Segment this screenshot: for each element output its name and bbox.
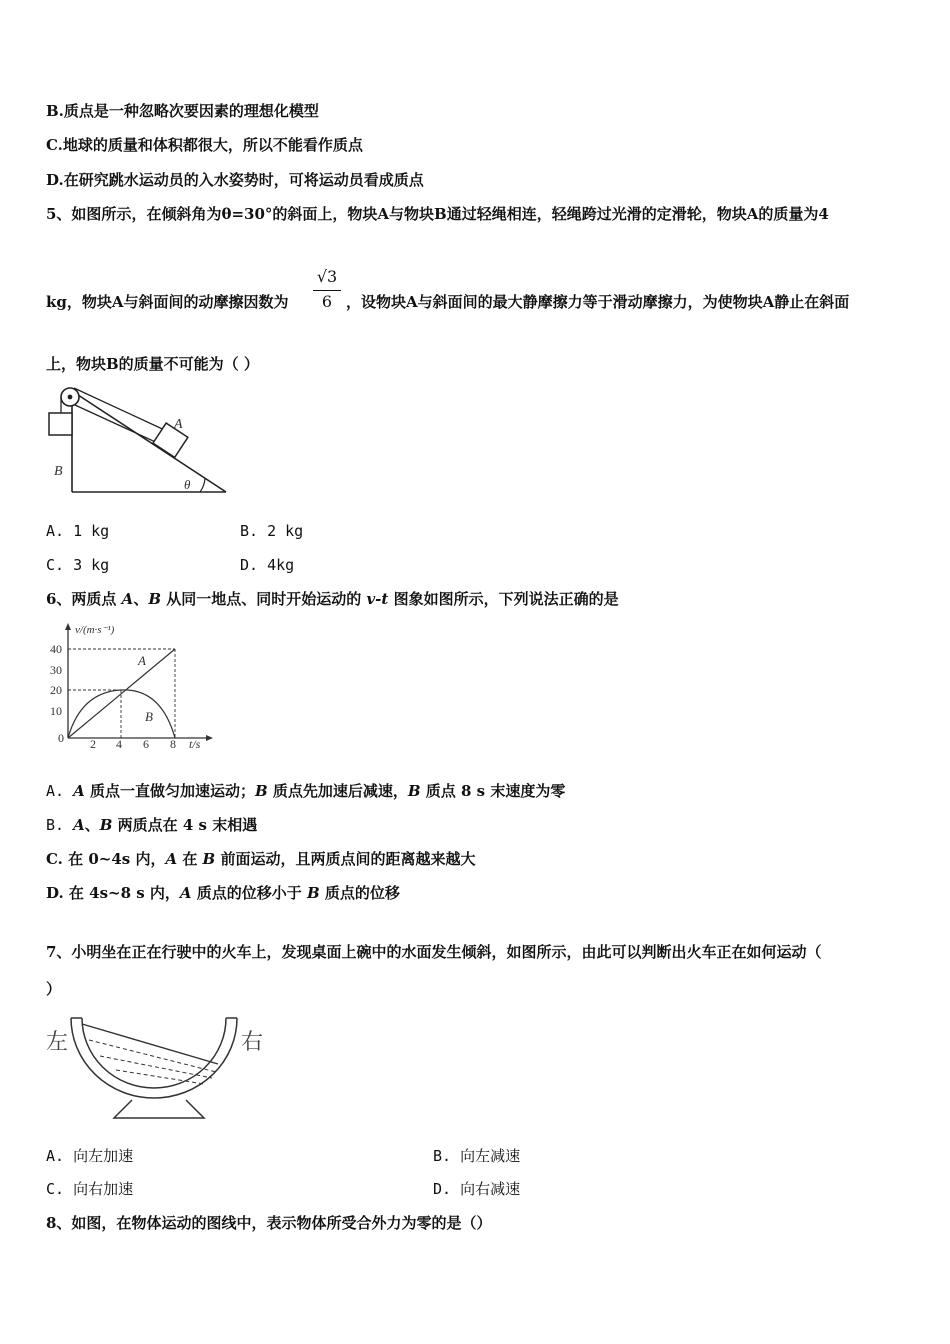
q7-stem-line2: ） [46,980,62,998]
fraction-numerator: √3 [316,267,338,286]
q4-option-b: B.质点是一种忽略次要因素的理想化模型 [46,102,319,120]
block-a [153,423,188,457]
q5-option-a: A. 1 kg [46,522,110,540]
x-tick-2: 2 [90,737,96,751]
q4-option-d: D.在研究跳水运动员的入水姿势时，可将运动员看成质点 [46,171,424,189]
q6-option-d: D. 在 4s~8 s 内，A 质点的位移小于 B 质点的位移 [46,884,400,902]
q4-option-c: C.地球的质量和体积都很大，所以不能看作质点 [46,136,363,154]
series-a-label: A [138,653,146,668]
right-label: 右 [241,1030,264,1055]
series-b-label: B [145,709,153,724]
incline-pulley-figure [44,383,234,498]
q8-stem: 8、如图，在物体运动的图线中，表示物体所受合外力为零的是（） [46,1214,492,1232]
y-tick-10: 10 [50,704,62,718]
q6-option-c: C. 在 0~4s 内，A 在 B 前面运动，且两质点间的距离越来越大 [46,850,476,868]
block-b-label: B [54,464,63,479]
y-axis-label: v/(m·s⁻¹) [75,624,115,636]
x-tick-4: 4 [116,737,122,751]
q5-stem-line1: 5、如图所示，在倾斜角为θ=30°的斜面上，物块A与物块B通过轻绳相连，轻绳跨过光滑的定滑轮，物块A的质量为4 [46,205,829,223]
series-a-line [68,649,175,738]
q5-stem-line2a: kg，物块A与斜面间的动摩擦因数为 [46,293,289,311]
q7-stem-line1: 7、小明坐在正在行驶中的火车上，发现桌面上碗中的水面发生倾斜，如图所示，由此可以判断出火车正在如何运动（ [46,943,822,961]
q6-option-a: A. A 质点一直做匀加速运动；B 质点先加速后减速，B 质点 8 s 末速度为零 [46,782,566,800]
q7-option-a: A. 向左加速 [46,1147,134,1165]
q5-option-b: B. 2 kg [240,522,304,540]
y-tick-40: 40 [50,642,62,656]
q5-stem-line3: 上，物块B的质量不可能为（ ） [46,355,259,373]
tilted-water-bowl-figure [44,1012,274,1122]
block-b [49,413,72,435]
x-axis-label: t/s [189,737,201,751]
x-tick-6: 6 [143,737,149,751]
q6-option-b: B. A、B 两质点在 4 s 末相遇 [46,816,258,834]
y-tick-0: 0 [58,731,64,745]
fraction-denominator: 6 [321,292,333,311]
q5-option-d: D. 4kg [240,556,295,574]
left-label: 左 [46,1030,69,1055]
q5-stem-line2b: ，设物块A与斜面间的最大静摩擦力等于滑动摩擦力，为使物块A静止在斜面 [346,293,850,311]
q7-option-c: C. 向右加速 [46,1180,134,1198]
vt-graph [46,618,216,753]
water-surface [82,1024,218,1064]
angle-theta-label: θ [184,477,191,492]
y-tick-20: 20 [50,683,62,697]
block-a-label: A [174,417,183,432]
x-tick-8: 8 [170,737,176,751]
q7-option-b: B. 向左减速 [433,1147,521,1165]
friction-coefficient-fraction [311,266,343,313]
q7-option-d: D. 向右减速 [433,1180,521,1198]
y-tick-30: 30 [50,663,62,677]
q6-stem: 6、两质点 A、B 从同一地点、同时开始运动的 v-t 图象如图所示，下列说法正确的是 [46,590,619,608]
series-b-curve [68,690,175,738]
q5-option-c: C. 3 kg [46,556,110,574]
